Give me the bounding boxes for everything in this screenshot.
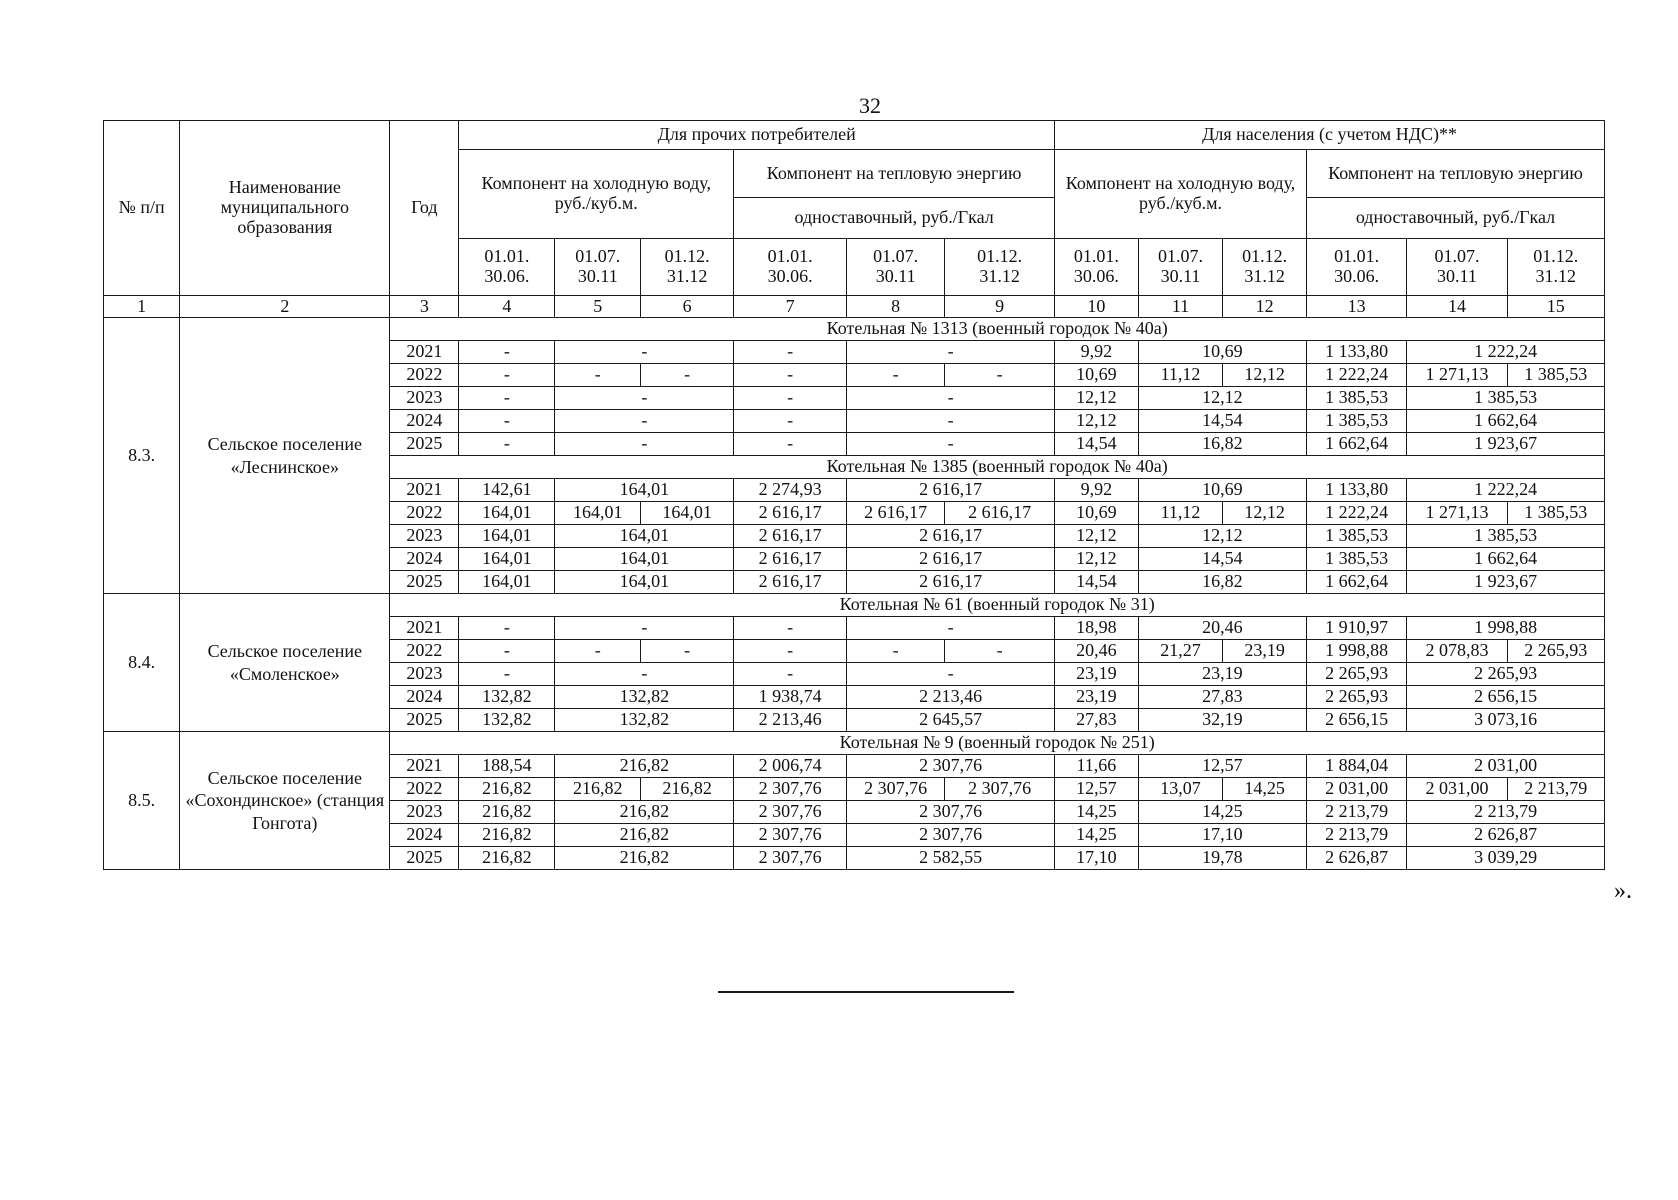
year-cell: 2022: [390, 364, 459, 387]
value-cell: 2 656,15: [1306, 709, 1406, 732]
period-header: 01.01. 30.06.: [1306, 239, 1406, 296]
value-cell: 2 307,76: [847, 801, 1055, 824]
header-single-rate-population: одноставочный, руб./Гкал: [1306, 198, 1604, 239]
value-cell: 2 006,74: [734, 755, 847, 778]
value-cell: -: [459, 617, 555, 640]
column-number: 2: [180, 296, 390, 318]
value-cell: -: [555, 640, 641, 663]
value-cell: 2 616,17: [847, 571, 1055, 594]
value-cell: 14,25: [1055, 801, 1139, 824]
year-cell: 2023: [390, 663, 459, 686]
period-header: 01.01. 30.06.: [1055, 239, 1139, 296]
period-header: 01.07. 30.11: [1407, 239, 1507, 296]
value-cell: 164,01: [459, 548, 555, 571]
boiler-title: Котельная № 61 (военный городок № 31): [390, 594, 1605, 617]
value-cell: 12,12: [1055, 410, 1139, 433]
boiler-row: [104, 732, 1605, 755]
value-cell: 216,82: [555, 778, 641, 801]
value-cell: -: [847, 663, 1055, 686]
value-cell: 164,01: [459, 525, 555, 548]
value-cell: 23,19: [1055, 686, 1139, 709]
column-number: 11: [1138, 296, 1223, 318]
value-cell: -: [555, 433, 734, 456]
value-cell: 132,82: [555, 686, 734, 709]
section-number: 8.4.: [104, 594, 180, 732]
value-cell: 13,07: [1138, 778, 1223, 801]
value-cell: 1 938,74: [734, 686, 847, 709]
value-cell: -: [555, 341, 734, 364]
value-cell: 1 385,53: [1306, 387, 1406, 410]
value-cell: 2 213,46: [847, 686, 1055, 709]
value-cell: 1 998,88: [1407, 617, 1605, 640]
municipality-name: Сельское поселение «Смоленское»: [180, 594, 390, 732]
boiler-title: Котельная № 9 (военный городок № 251): [390, 732, 1605, 755]
value-cell: 2 307,76: [847, 755, 1055, 778]
value-cell: -: [847, 364, 945, 387]
value-cell: 1 923,67: [1407, 433, 1605, 456]
value-cell: -: [734, 341, 847, 364]
column-number: 4: [459, 296, 555, 318]
value-cell: 1 998,88: [1306, 640, 1406, 663]
value-cell: 12,12: [1055, 548, 1139, 571]
value-cell: 3 073,16: [1407, 709, 1605, 732]
value-cell: 2 213,46: [734, 709, 847, 732]
column-number: 15: [1507, 296, 1604, 318]
column-number: 3: [390, 296, 459, 318]
value-cell: 2 626,87: [1407, 824, 1605, 847]
value-cell: 1 385,53: [1306, 548, 1406, 571]
value-cell: 164,01: [555, 502, 641, 525]
value-cell: 14,25: [1223, 778, 1307, 801]
value-cell: -: [641, 640, 734, 663]
value-cell: -: [847, 640, 945, 663]
value-cell: 17,10: [1138, 824, 1306, 847]
value-cell: -: [641, 364, 734, 387]
value-cell: 216,82: [555, 801, 734, 824]
boiler-row: [104, 594, 1605, 617]
value-cell: 1 385,53: [1507, 502, 1604, 525]
value-cell: 2 616,17: [847, 479, 1055, 502]
value-cell: 14,25: [1138, 801, 1306, 824]
value-cell: 18,98: [1055, 617, 1139, 640]
value-cell: 2 307,76: [847, 778, 945, 801]
value-cell: 1 222,24: [1407, 341, 1605, 364]
value-cell: 2 645,57: [847, 709, 1055, 732]
value-cell: 1 222,24: [1306, 364, 1406, 387]
value-cell: 32,19: [1138, 709, 1306, 732]
year-cell: 2025: [390, 847, 459, 870]
value-cell: 20,46: [1055, 640, 1139, 663]
value-cell: 10,69: [1055, 502, 1139, 525]
value-cell: 2 307,76: [734, 801, 847, 824]
value-cell: 1 385,53: [1507, 364, 1604, 387]
header-year: Год: [390, 121, 459, 296]
header-other-consumers: Для прочих потребителей: [459, 121, 1055, 150]
value-cell: 1 222,24: [1407, 479, 1605, 502]
value-cell: 9,92: [1055, 341, 1139, 364]
value-cell: 1 385,53: [1306, 410, 1406, 433]
value-cell: 1 133,80: [1306, 479, 1406, 502]
value-cell: 2 307,76: [734, 847, 847, 870]
year-cell: 2025: [390, 433, 459, 456]
value-cell: -: [555, 364, 641, 387]
value-cell: 188,54: [459, 755, 555, 778]
value-cell: 164,01: [459, 571, 555, 594]
year-cell: 2025: [390, 709, 459, 732]
value-cell: 1 662,64: [1306, 571, 1406, 594]
period-header: 01.12. 31.12: [641, 239, 734, 296]
value-cell: 216,82: [459, 801, 555, 824]
value-cell: -: [555, 663, 734, 686]
value-cell: 1 385,53: [1306, 525, 1406, 548]
value-cell: 1 662,64: [1407, 548, 1605, 571]
value-cell: 14,54: [1138, 410, 1306, 433]
value-cell: 216,82: [641, 778, 734, 801]
value-cell: 1 923,67: [1407, 571, 1605, 594]
value-cell: -: [459, 663, 555, 686]
value-cell: -: [555, 387, 734, 410]
boiler-row: [104, 318, 1605, 341]
value-cell: -: [945, 364, 1055, 387]
value-cell: -: [847, 387, 1055, 410]
value-cell: 21,27: [1138, 640, 1223, 663]
value-cell: -: [847, 617, 1055, 640]
period-header: 01.12. 31.12: [1223, 239, 1307, 296]
value-cell: 2 031,00: [1306, 778, 1406, 801]
value-cell: 1 385,53: [1407, 387, 1605, 410]
period-header: 01.12. 31.12: [1507, 239, 1604, 296]
header-num: № п/п: [104, 121, 180, 296]
value-cell: 1 271,13: [1407, 364, 1507, 387]
value-cell: -: [847, 341, 1055, 364]
value-cell: 2 582,55: [847, 847, 1055, 870]
column-number: 1: [104, 296, 180, 318]
header-heat-energy-other: Компонент на тепловую энергию: [734, 150, 1055, 198]
value-cell: 20,46: [1138, 617, 1306, 640]
value-cell: 1 884,04: [1306, 755, 1406, 778]
value-cell: 9,92: [1055, 479, 1139, 502]
value-cell: 216,82: [555, 755, 734, 778]
value-cell: -: [459, 640, 555, 663]
value-cell: -: [734, 410, 847, 433]
value-cell: 2 031,00: [1407, 755, 1605, 778]
value-cell: -: [734, 387, 847, 410]
closing-quote: ».: [1614, 878, 1632, 904]
value-cell: 2 616,17: [847, 525, 1055, 548]
value-cell: 164,01: [555, 525, 734, 548]
value-cell: -: [847, 410, 1055, 433]
value-cell: 16,82: [1138, 571, 1306, 594]
value-cell: 1 271,13: [1407, 502, 1507, 525]
value-cell: 10,69: [1055, 364, 1139, 387]
value-cell: -: [945, 640, 1055, 663]
value-cell: 2 616,17: [945, 502, 1055, 525]
value-cell: 216,82: [459, 778, 555, 801]
year-cell: 2024: [390, 548, 459, 571]
value-cell: 2 616,17: [734, 571, 847, 594]
year-cell: 2022: [390, 778, 459, 801]
year-cell: 2021: [390, 341, 459, 364]
column-number: 10: [1055, 296, 1139, 318]
value-cell: 14,54: [1055, 571, 1139, 594]
value-cell: -: [734, 364, 847, 387]
year-cell: 2021: [390, 755, 459, 778]
value-cell: 216,82: [555, 847, 734, 870]
section-number: 8.3.: [104, 318, 180, 594]
header-single-rate-other: одноставочный, руб./Гкал: [734, 198, 1055, 239]
value-cell: 12,57: [1138, 755, 1306, 778]
value-cell: 2 616,17: [734, 548, 847, 571]
footer-divider: [718, 991, 1014, 993]
value-cell: 1 910,97: [1306, 617, 1406, 640]
header-heat-energy-population: Компонент на тепловую энергию: [1306, 150, 1604, 198]
value-cell: 23,19: [1223, 640, 1307, 663]
value-cell: 2 616,17: [847, 548, 1055, 571]
value-cell: -: [459, 364, 555, 387]
value-cell: 12,57: [1055, 778, 1139, 801]
value-cell: -: [734, 433, 847, 456]
header-cold-water-other: Компонент на холодную воду, руб./куб.м.: [459, 150, 734, 239]
value-cell: 3 039,29: [1407, 847, 1605, 870]
value-cell: 164,01: [555, 479, 734, 502]
value-cell: 216,82: [555, 824, 734, 847]
value-cell: -: [459, 433, 555, 456]
value-cell: 1 222,24: [1306, 502, 1406, 525]
value-cell: 132,82: [459, 686, 555, 709]
value-cell: 12,12: [1138, 525, 1306, 548]
column-number-row: [104, 296, 1605, 318]
value-cell: -: [847, 433, 1055, 456]
value-cell: 27,83: [1055, 709, 1139, 732]
year-cell: 2021: [390, 617, 459, 640]
municipality-name: Сельское поселение «Леснинское»: [180, 318, 390, 594]
page-number: 32: [859, 93, 881, 118]
year-cell: 2023: [390, 801, 459, 824]
value-cell: 2 265,93: [1306, 686, 1406, 709]
column-number: 12: [1223, 296, 1307, 318]
year-cell: 2021: [390, 479, 459, 502]
value-cell: 11,12: [1138, 502, 1223, 525]
column-number: 9: [945, 296, 1055, 318]
value-cell: 164,01: [459, 502, 555, 525]
value-cell: 12,12: [1138, 387, 1306, 410]
period-header: 01.07. 30.11: [847, 239, 945, 296]
year-cell: 2024: [390, 824, 459, 847]
column-number: 7: [734, 296, 847, 318]
value-cell: 14,25: [1055, 824, 1139, 847]
value-cell: 2 031,00: [1407, 778, 1507, 801]
boiler-title: Котельная № 1385 (военный городок № 40а): [390, 456, 1605, 479]
value-cell: 164,01: [641, 502, 734, 525]
period-header: 01.07. 30.11: [1138, 239, 1223, 296]
value-cell: 12,12: [1223, 502, 1307, 525]
value-cell: -: [734, 640, 847, 663]
value-cell: 2 656,15: [1407, 686, 1605, 709]
column-number: 6: [641, 296, 734, 318]
value-cell: 2 307,76: [734, 824, 847, 847]
value-cell: 14,54: [1138, 548, 1306, 571]
year-cell: 2023: [390, 387, 459, 410]
header-cold-water-population: Компонент на холодную воду, руб./куб.м.: [1055, 150, 1307, 239]
value-cell: -: [459, 341, 555, 364]
header-population: Для населения (с учетом НДС)**: [1055, 121, 1605, 150]
value-cell: 16,82: [1138, 433, 1306, 456]
value-cell: 1 662,64: [1407, 410, 1605, 433]
value-cell: 12,12: [1223, 364, 1307, 387]
value-cell: 2 213,79: [1306, 824, 1406, 847]
value-cell: 12,12: [1055, 525, 1139, 548]
year-cell: 2024: [390, 686, 459, 709]
column-number: 14: [1407, 296, 1507, 318]
value-cell: 164,01: [555, 571, 734, 594]
year-cell: 2023: [390, 525, 459, 548]
period-header: 01.07. 30.11: [555, 239, 641, 296]
value-cell: 2 265,93: [1507, 640, 1604, 663]
year-cell: 2022: [390, 640, 459, 663]
value-cell: 11,12: [1138, 364, 1223, 387]
value-cell: 132,82: [555, 709, 734, 732]
value-cell: -: [459, 410, 555, 433]
value-cell: 2 274,93: [734, 479, 847, 502]
value-cell: 27,83: [1138, 686, 1306, 709]
value-cell: 23,19: [1138, 663, 1306, 686]
value-cell: 1 662,64: [1306, 433, 1406, 456]
value-cell: 2 307,76: [945, 778, 1055, 801]
value-cell: 132,82: [459, 709, 555, 732]
value-cell: 2 265,93: [1407, 663, 1605, 686]
value-cell: 1 385,53: [1407, 525, 1605, 548]
value-cell: 216,82: [459, 847, 555, 870]
value-cell: -: [555, 410, 734, 433]
value-cell: 11,66: [1055, 755, 1139, 778]
value-cell: -: [734, 663, 847, 686]
value-cell: 2 307,76: [734, 778, 847, 801]
value-cell: 10,69: [1138, 341, 1306, 364]
value-cell: -: [555, 617, 734, 640]
year-cell: 2025: [390, 571, 459, 594]
value-cell: 2 265,93: [1306, 663, 1406, 686]
value-cell: 23,19: [1055, 663, 1139, 686]
value-cell: 19,78: [1138, 847, 1306, 870]
value-cell: -: [459, 387, 555, 410]
column-number: 5: [555, 296, 641, 318]
value-cell: 2 616,17: [734, 502, 847, 525]
value-cell: 2 078,83: [1407, 640, 1507, 663]
section-number: 8.5.: [104, 732, 180, 870]
value-cell: 2 307,76: [847, 824, 1055, 847]
period-header: 01.01. 30.06.: [734, 239, 847, 296]
value-cell: 164,01: [555, 548, 734, 571]
boiler-title: Котельная № 1313 (военный городок № 40а): [390, 318, 1605, 341]
value-cell: 2 213,79: [1507, 778, 1604, 801]
value-cell: 14,54: [1055, 433, 1139, 456]
municipality-name: Сельское поселение «Сохондинское» (станция Гонгота): [180, 732, 390, 870]
year-cell: 2024: [390, 410, 459, 433]
period-header: 01.12. 31.12: [945, 239, 1055, 296]
value-cell: 17,10: [1055, 847, 1139, 870]
value-cell: 10,69: [1138, 479, 1306, 502]
value-cell: 1 133,80: [1306, 341, 1406, 364]
value-cell: 2 616,17: [734, 525, 847, 548]
value-cell: 2 213,79: [1306, 801, 1406, 824]
tariff-table: [103, 120, 1605, 870]
value-cell: 216,82: [459, 824, 555, 847]
value-cell: 2 616,17: [847, 502, 945, 525]
value-cell: 12,12: [1055, 387, 1139, 410]
header-municipality: Наименование муниципального образования: [180, 121, 390, 296]
column-number: 13: [1306, 296, 1406, 318]
value-cell: 2 626,87: [1306, 847, 1406, 870]
value-cell: 142,61: [459, 479, 555, 502]
period-header: 01.01. 30.06.: [459, 239, 555, 296]
value-cell: -: [734, 617, 847, 640]
value-cell: 2 213,79: [1407, 801, 1605, 824]
column-number: 8: [847, 296, 945, 318]
year-cell: 2022: [390, 502, 459, 525]
